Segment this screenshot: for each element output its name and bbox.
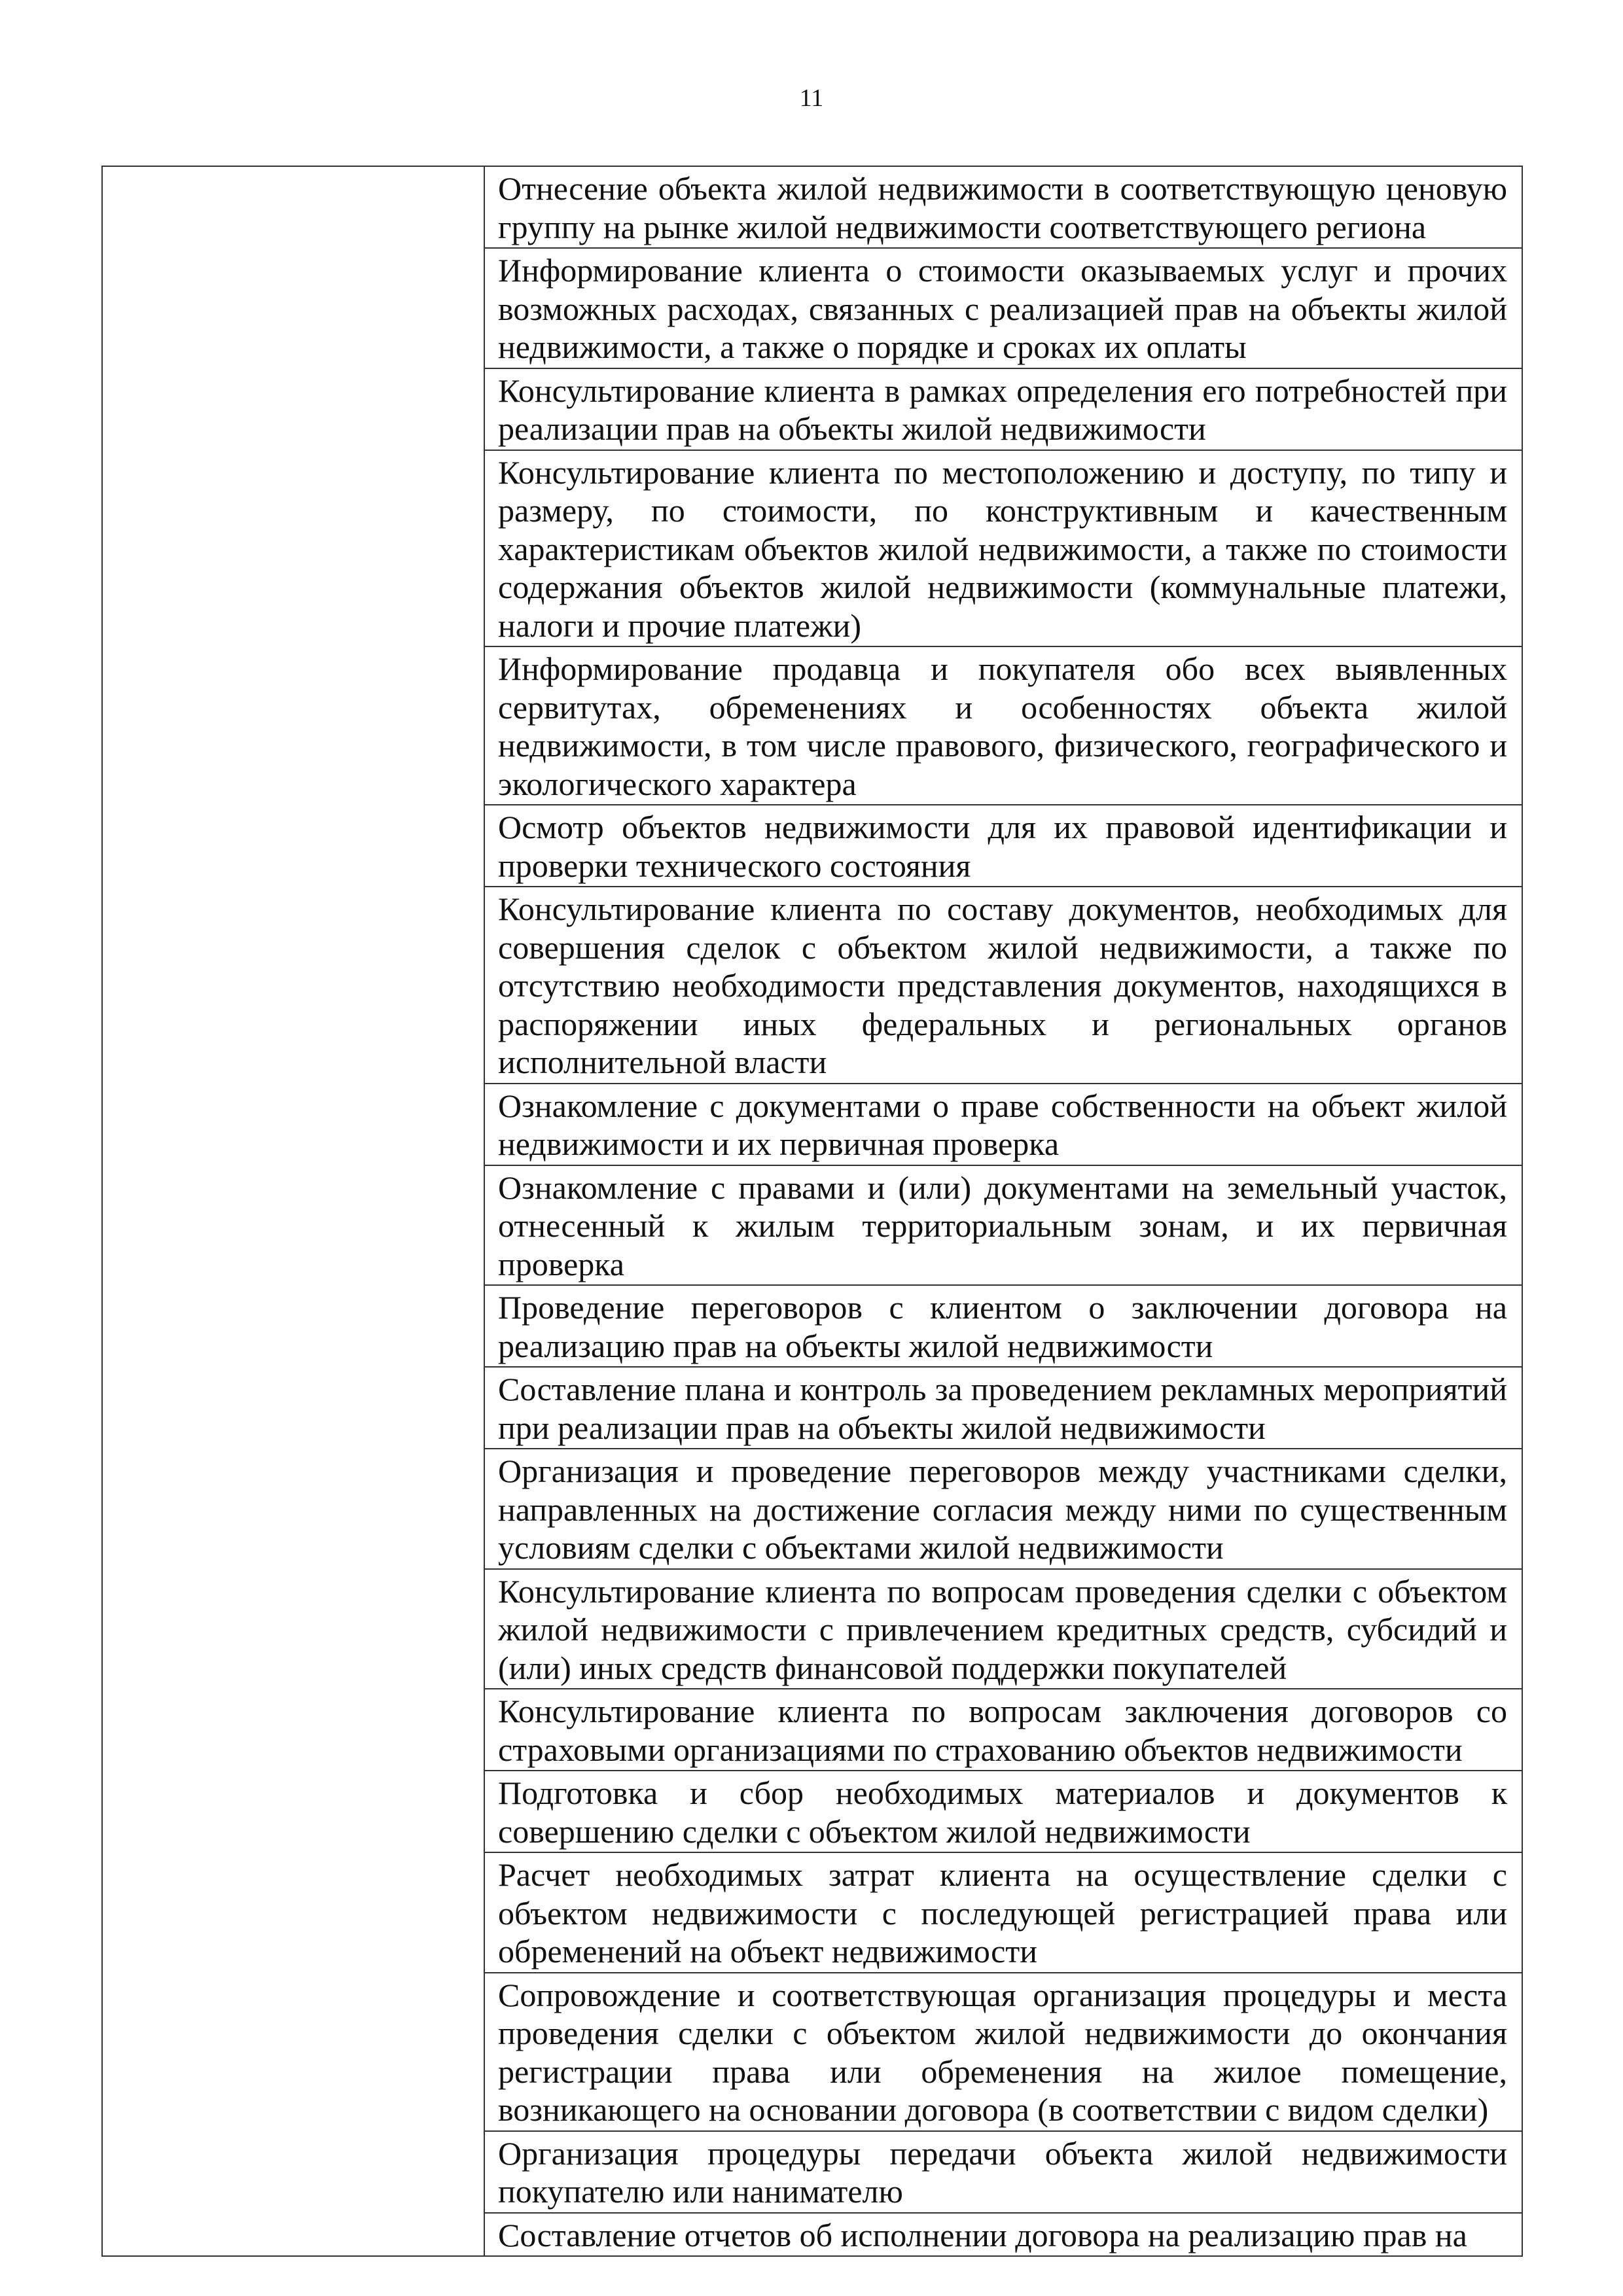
left-column-cell bbox=[102, 166, 484, 2256]
duty-cell: Консультирование клиента по местоположению и доступу, по типу и размеру, по стоимости, по конструктивным и качественным характеристикам объектов жилой недвижимости, а также по стоимости содержания объектов жилой недвижимости (коммунальные платежи, налоги и прочие платежи) bbox=[484, 450, 1522, 647]
duty-cell: Информирование клиента о стоимости оказываемых услуг и прочих возможных расходах, связанных с реализацией прав на объекты жилой недвижимости, а также о порядке и сроках их оплаты bbox=[484, 248, 1522, 368]
duty-cell: Организация и проведение переговоров между участниками сделки, направленных на достижение согласия между ними по существенным условиям сделки с объектами жилой недвижимости bbox=[484, 1449, 1522, 1569]
duties-table bbox=[101, 166, 1523, 2257]
duty-cell: Составление плана и контроль за проведением рекламных мероприятий при реализации прав на объекты жилой недвижимости bbox=[484, 1367, 1522, 1449]
duty-cell: Расчет необходимых затрат клиента на осуществление сделки с объектом недвижимости с последующей регистрацией права или обременений на объект недвижимости bbox=[484, 1852, 1522, 1973]
duty-cell: Консультирование клиента по составу документов, необходимых для совершения сделок с объектом жилой недвижимости, а также по отсутствию необходимости представления документов, находящихся в распоряжении иных федеральных и региональных органов исполнительной власти bbox=[484, 887, 1522, 1084]
duty-cell: Осмотр объектов недвижимости для их правовой идентификации и проверки технического состояния bbox=[484, 805, 1522, 887]
duty-cell: Организация процедуры передачи объекта жилой недвижимости покупателю или нанимателю bbox=[484, 2131, 1522, 2213]
duty-cell: Подготовка и сбор необходимых материалов и документов к совершению сделки с объектом жилой недвижимости bbox=[484, 1771, 1522, 1852]
duty-cell: Ознакомление с правами и (или) документами на земельный участок, отнесенный к жилым территориальным зонам, и их первичная проверка bbox=[484, 1165, 1522, 1286]
page-number: 11 bbox=[799, 84, 824, 112]
table-row bbox=[102, 166, 1522, 248]
duty-cell: Консультирование клиента по вопросам заключения договоров со страховыми организациями по страхованию объектов недвижимости bbox=[484, 1689, 1522, 1771]
duty-cell: Консультирование клиента по вопросам проведения сделки с объектом жилой недвижимости с привлечением кредитных средств, субсидий и (или) иных средств финансовой поддержки покупателей bbox=[484, 1569, 1522, 1689]
duty-cell: Ознакомление с документами о праве собственности на объект жилой недвижимости и их первичная проверка bbox=[484, 1084, 1522, 1165]
duty-cell: Сопровождение и соответствующая организация процедуры и места проведения сделки с объектом жилой недвижимости до окончания регистрации права или обременения на жилое помещение, возникающего на основании договора (в соответствии с видом сделки) bbox=[484, 1973, 1522, 2131]
duty-cell: Проведение переговоров с клиентом о заключении договора на реализацию прав на объекты жилой недвижимости bbox=[484, 1285, 1522, 1367]
duty-cell: Информирование продавца и покупателя обо всех выявленных сервитутах, обременениях и особенностях объекта жилой недвижимости, в том числе правового, физического, географического и экологического характера bbox=[484, 646, 1522, 805]
duty-cell: Отнесение объекта жилой недвижимости в соответствующую ценовую группу на рынке жилой недвижимости соответствующего региона bbox=[484, 166, 1522, 248]
duty-cell: Составление отчетов об исполнении договора на реализацию прав на bbox=[484, 2213, 1522, 2257]
duty-cell: Консультирование клиента в рамках определения его потребностей при реализации прав на объекты жилой недвижимости bbox=[484, 368, 1522, 450]
